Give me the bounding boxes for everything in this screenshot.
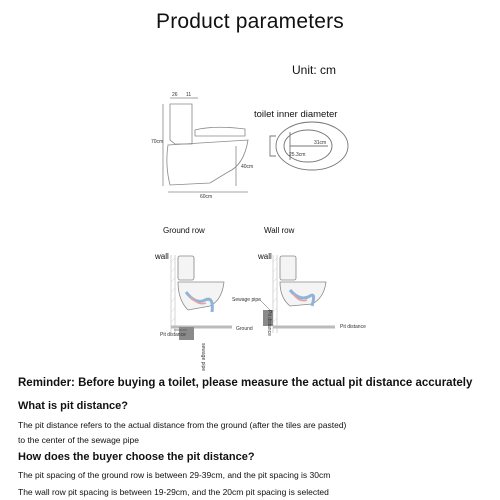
question-pit-distance: What is pit distance? — [18, 400, 129, 412]
pit-distance-vertical-label: Pit distance — [266, 310, 272, 336]
dim-top-a: 26 — [172, 92, 178, 98]
wall-right-label: wall — [258, 252, 272, 261]
wall-tank — [280, 256, 296, 280]
answer-pit-distance-line1: The pit distance refers to the actual distance from the ground (after the tiles are pasted) — [18, 420, 347, 430]
answer-choose-line1: The pit spacing of the ground row is between 29-39cm, and the pit spacing is 30cm — [18, 470, 331, 480]
dim-base-height: 40cm — [241, 164, 254, 170]
sewage-pipe-label: Sewage pipe — [232, 297, 261, 303]
wall-bowl — [280, 282, 326, 306]
dim-height: 70cm — [151, 139, 164, 145]
wall-row-label: Wall row — [264, 226, 295, 235]
sewage-pipe-vertical-label: sewage pipe — [200, 343, 206, 372]
inner-height: 25.3cm — [289, 152, 306, 158]
answer-pit-distance-line2: to the center of the sewage pipe — [18, 435, 139, 445]
inner-width: 31cm — [314, 140, 327, 146]
unit-label: Unit: cm — [292, 63, 337, 77]
ground-label: Ground — [236, 326, 253, 332]
dim-width: 60cm — [200, 194, 213, 200]
reminder-heading: Reminder: Before buying a toilet, please measure the actual pit distance accurately — [18, 377, 473, 389]
answer-choose-line2: The wall row pit spacing is between 19-29cm, and the 20cm pit spacing is selected — [18, 487, 329, 497]
ground-row-label: Ground row — [163, 226, 205, 235]
question-choose-pit: How does the buyer choose the pit distance? — [18, 451, 255, 463]
inner-diameter-label: toilet inner diameter — [254, 109, 338, 120]
pit-distance-right-label: Pit distance — [340, 324, 366, 330]
dim-top-b: 11 — [186, 92, 192, 98]
page-title: Product parameters — [155, 10, 345, 33]
pit-distance-left-label: Pit distance — [160, 332, 186, 338]
wall-left-label: wall — [155, 252, 169, 261]
